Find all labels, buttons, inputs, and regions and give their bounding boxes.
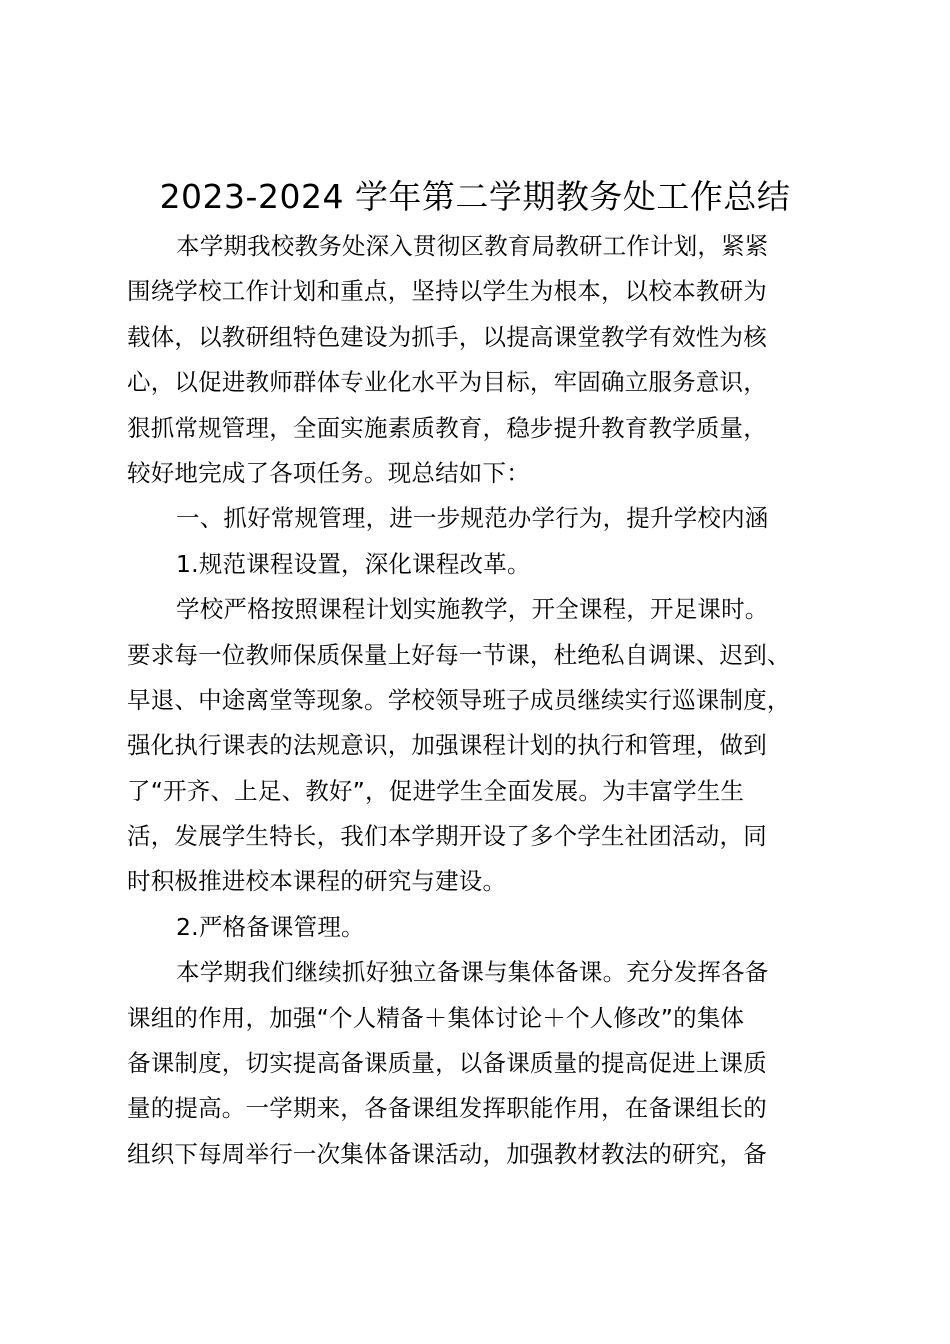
paragraph-line: 本学期我们继续抓好独立备课与集体备课。充分发挥各备	[176, 958, 769, 987]
paragraph-line: 学校严格按照课程计划实施教学，开全课程，开足课时。	[176, 595, 769, 624]
paragraph-line: 活，发展学生特长，我们本学期开设了多个学生社团活动，同	[127, 822, 767, 851]
subsection-heading: 2.严格备课管理。	[176, 912, 365, 941]
document-title: 2023-2024 学年第二学期教务处工作总结	[159, 177, 791, 216]
paragraph-line: 围绕学校工作计划和重点，坚持以学生为根本，以校本教研为	[127, 277, 767, 306]
section-heading: 一、抓好常规管理，进一步规范办学行为，提升学校内涵	[176, 504, 769, 533]
paragraph-line: 量的提高。一学期来，各备课组发挥职能作用，在备课组长的	[127, 1094, 767, 1123]
paragraph-line: 备课制度，切实提高备课质量，以备课质量的提高促进上课质	[127, 1049, 767, 1078]
paragraph-line: 心，以促进教师群体专业化水平为目标，牢固确立服务意识，	[127, 368, 767, 397]
paragraph-line: 组织下每周举行一次集体备课活动，加强教材教法的研究，备	[127, 1139, 767, 1168]
paragraph-line: 时积极推进校本课程的研究与建设。	[127, 867, 507, 896]
paragraph-line: 早退、中途离堂等现象。学校领导班子成员继续实行巡课制度，	[127, 685, 791, 714]
paragraph-line: 要求每一位教师保质保量上好每一节课，杜绝私自调课、迟到、	[127, 640, 791, 669]
paragraph-line: 强化执行课表的法规意识，加强课程计划的执行和管理，做到	[127, 731, 767, 760]
paragraph-line: 载体，以教研组特色建设为抓手，以提高课堂教学有效性为核	[127, 322, 767, 351]
paragraph-line: 了“开齐、上足、教好”，促进学生全面发展。为丰富学生生	[127, 776, 745, 805]
paragraph-line: 本学期我校教务处深入贯彻区教育局教研工作计划，紧紧	[176, 232, 769, 260]
subsection-heading: 1.规范课程设置，深化课程改革。	[176, 549, 531, 578]
paragraph-line: 狠抓常规管理，全面实施素质教育，稳步提升教育教学质量，	[127, 413, 767, 442]
paragraph-line: 较好地完成了各项任务。现总结如下：	[127, 458, 530, 487]
document-body	[127, 224, 867, 1177]
paragraph-line: 课组的作用，加强“个人精备＋集体讨论＋个人修改”的集体	[127, 1003, 745, 1032]
